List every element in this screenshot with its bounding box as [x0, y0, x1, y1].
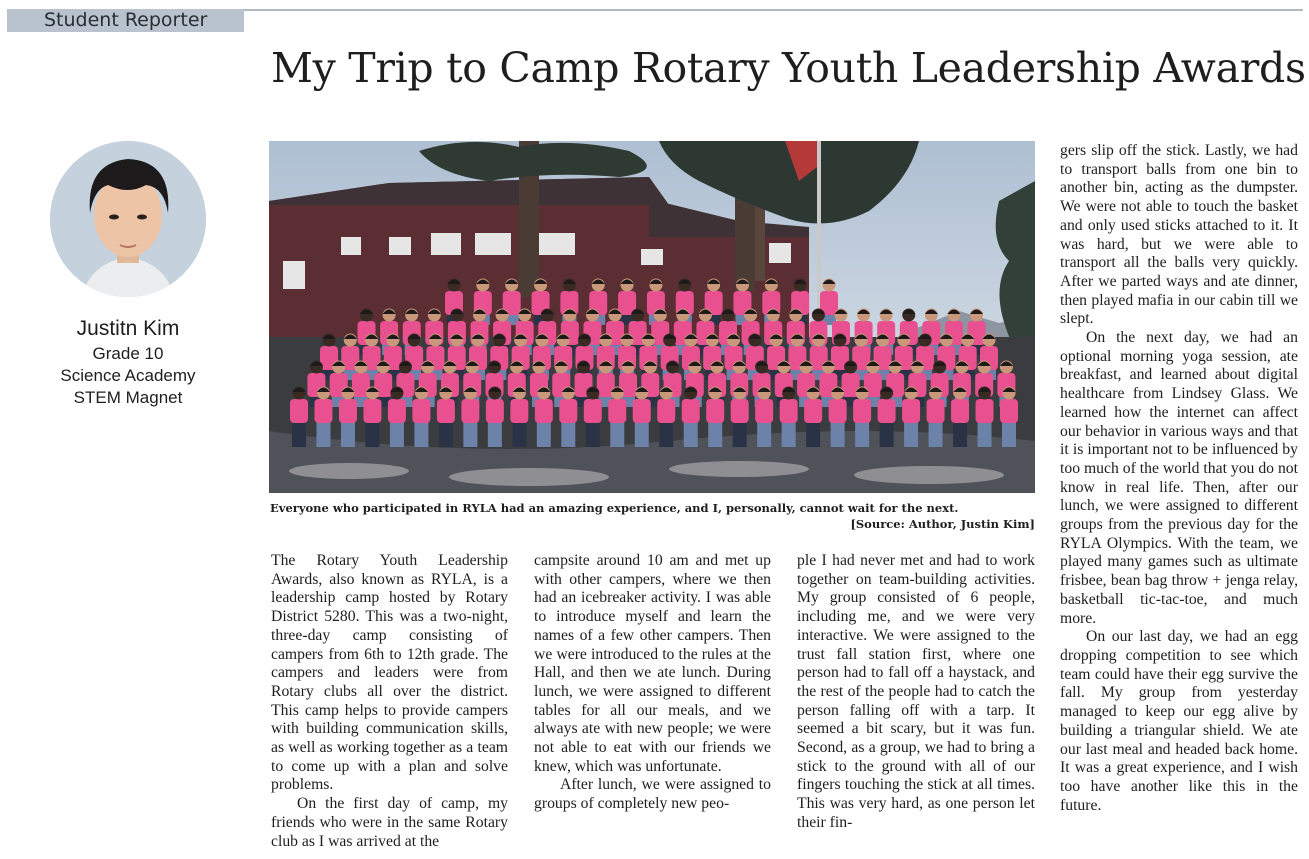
author-academy: Science Academy [60, 366, 196, 385]
paragraph: On our last day, we had an egg dropping competition to see which team could have their egg survive the fall. My group from yesterday managed to keep our egg alive by building a triangular shield. We ate our last meal and headed back home. It was a great experience, and I wish too have another like this in the future. [1060, 628, 1298, 814]
paragraph: On the first day of camp, my friends who were in the same Rotary club as I was arrived at the [271, 795, 508, 850]
paragraph: After lunch, we were assigned to groups of completely new peo- [534, 776, 771, 813]
photo-source: [Source: Author, Justin Kim] [850, 517, 1035, 531]
header-rule [243, 9, 1303, 11]
paragraph: campsite around 10 am and met up with other campers, where we then had an icebreaker activity. I was able to introduce myself and learn the names of a few other campers. Then we were introduced to the rules at the Hall, and then we ate lunch. During lunch, we were assigned to different tables for all our meals, and we always ate with new people; we were not able to eat with our friends we knew, which was unfortunate. [534, 552, 771, 775]
author-portrait-icon [50, 141, 206, 297]
photo-caption-block [270, 500, 1035, 532]
paragraph: gers slip off the stick. Lastly, we had to transport balls from one bin to another bin, acting as the dumpster. We were not able to touch the basket and only used sticks attached to it. It was hard, but we were able to transport all the balls very quickly. After we parted ways and ate dinner, then played mafia in our cabin till we slept. [1060, 142, 1298, 328]
section-tag [7, 9, 244, 32]
group-photo [269, 141, 1035, 493]
group-photo-image [269, 141, 1035, 493]
author-name: Justitn Kim [76, 317, 180, 340]
paragraph: On the next day, we had an optional morning yoga session, ate breakfast, and learned about digital healthcare from Lindsey Glass. We learned how the internet can affect our behavior in various ways and that it is important not to be influenced by too much of the world that you do not know in real life. Then, after our lunch, we were assigned to different groups from the previous day for the RYLA Olympics. With the team, we played many games such as ultimate frisbee, bean bag throw + jenga relay, basketball tic-tac-toe, and much more. [1060, 329, 1298, 627]
photo-caption: Everyone who participated in RYLA had an amazing experience, and I, personally, cannot wait for the next. [270, 501, 959, 515]
body-column-2 [534, 552, 771, 814]
article-title: My Trip to Camp Rotary Youth Leadership Awards [271, 44, 1306, 92]
body-column-1 [271, 552, 508, 851]
author-program: STEM Magnet [73, 388, 183, 407]
paragraph: The Rotary Youth Leadership Awards, also known as RYLA, is a leadership camp hosted by Rotary District 5280. This was a two-night, three-day camp consisting of campers from 6th to 12th grade. The campers and leaders were from Rotary clubs all over the district. This camp helps to provide campers with building communication skills, as well as working together as a team to come up with a plan and solve problems. [271, 552, 508, 794]
body-column-4 [1060, 142, 1298, 815]
author-grade: Grade 10 [92, 344, 164, 363]
author-block [30, 315, 226, 409]
paragraph: ple I had never met and had to work together on team-building activities. My group consisted of 6 people, including me, and we were very interactive. We were assigned to the trust fall station first, where one person had to fall off a haystack, and the rest of the people had to catch the person falling off with a tarp. It seemed a bit scary, but it was fun. Second, as a group, we had to bring a stick to the ground with all of our fingers touching the stick at all times. This was very hard, as one person let their fin- [797, 552, 1035, 831]
author-avatar [50, 141, 206, 297]
body-column-3 [797, 552, 1035, 833]
section-label: Student Reporter [44, 9, 208, 31]
